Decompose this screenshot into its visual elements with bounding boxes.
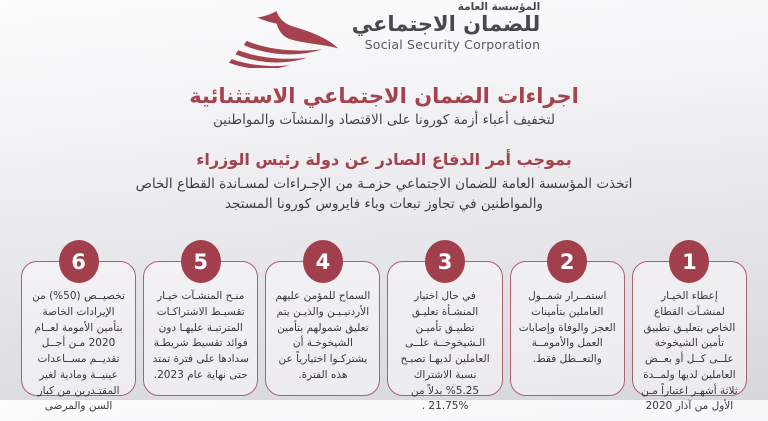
logo-arabic-main: للضمان الاجتماعي xyxy=(351,12,541,37)
measure-card-2 xyxy=(510,249,625,396)
measure-text: في حال اختيار المنشـأة تعليـق تطبيـق تأميـن الـشيخوخــة علــى العاملين لديهـا تصبـح نسبة الاشتراك 5.25% بدلاً من %21.75 . xyxy=(400,290,490,413)
measure-number-badge: 4 xyxy=(303,240,343,283)
measure-card-1 xyxy=(632,249,747,413)
measure-card-5 xyxy=(143,249,258,396)
logo-wordmark xyxy=(352,2,540,51)
measure-text: إعطاء الخيـار لمنشـآت القطاع الخاص بتعليـق تطبيق تأمين الشيخوخة علــى كــل أو بعــض العاملين لديها ولمــدة ثلاثة أشهـر اعتباراً مـن الأول من آذار 2020 xyxy=(641,290,738,413)
measures-row xyxy=(0,249,768,413)
decree-title: بموجب أمر الدفاع الصادر عن دولة رئيس الوزراء xyxy=(196,150,572,169)
measure-number-badge: 5 xyxy=(181,240,221,283)
measure-text: السماح للمؤمن عليهم الأردنيـيـن والذيـن يتم تعليق شمولهم بتأمين الشيخوخـة أن يشتركـوا اختيارياً عن هذه الفترة. xyxy=(275,290,371,381)
measure-number-badge: 6 xyxy=(59,240,99,283)
page-title: اجراءات الضمان الاجتماعي الاستثنائية xyxy=(189,84,579,108)
decree-text: اتخذت المؤسسة العامة للضمان الاجتماعي حزمـة من الإجـراءات لمسـاندة القطاع الخاص والمواطنين في تجاوز تبعات وباء فايروس كورونا المستجد xyxy=(135,176,633,213)
measure-number-badge: 2 xyxy=(547,240,587,283)
measure-number-badge: 1 xyxy=(669,240,709,283)
measure-text: استمــرار شمــول العاملين بتأمينات العجز والوفاة وإصابات العمل والأمومــة والتعــطل فقط. xyxy=(518,290,616,365)
logo xyxy=(0,2,768,68)
measure-text: منـح المنشـآت خيـار تقسيـط الاشتراكـات المترتبـة عليهـا دون فوائد تقسيط شريطـة سدادها على فترة تمتد حتى نهاية عام 2023. xyxy=(152,290,249,381)
bird-swoosh-icon xyxy=(228,10,340,68)
measure-text: تخصيــص (50%) من الإيرادات الخاصة بتأمين الأمومة لعــام 2020 مـن أجــل تقديــم مســاعدات عينيــة ومادية لغير المقتـدرين من كبار السن والمرضى xyxy=(32,290,125,413)
logo-arabic-small: المؤسسة العامة xyxy=(457,1,541,13)
measure-number-badge: 3 xyxy=(425,240,465,283)
measure-card-4 xyxy=(265,249,380,396)
measure-card-6 xyxy=(21,249,136,413)
page-subtitle: لتخفيف أعباء أزمة كورونا على الاقتصاد والمنشآت والمواطنين xyxy=(212,112,555,128)
logo-english: Social Security Corporation xyxy=(364,37,541,53)
measure-card-3 xyxy=(387,249,502,413)
